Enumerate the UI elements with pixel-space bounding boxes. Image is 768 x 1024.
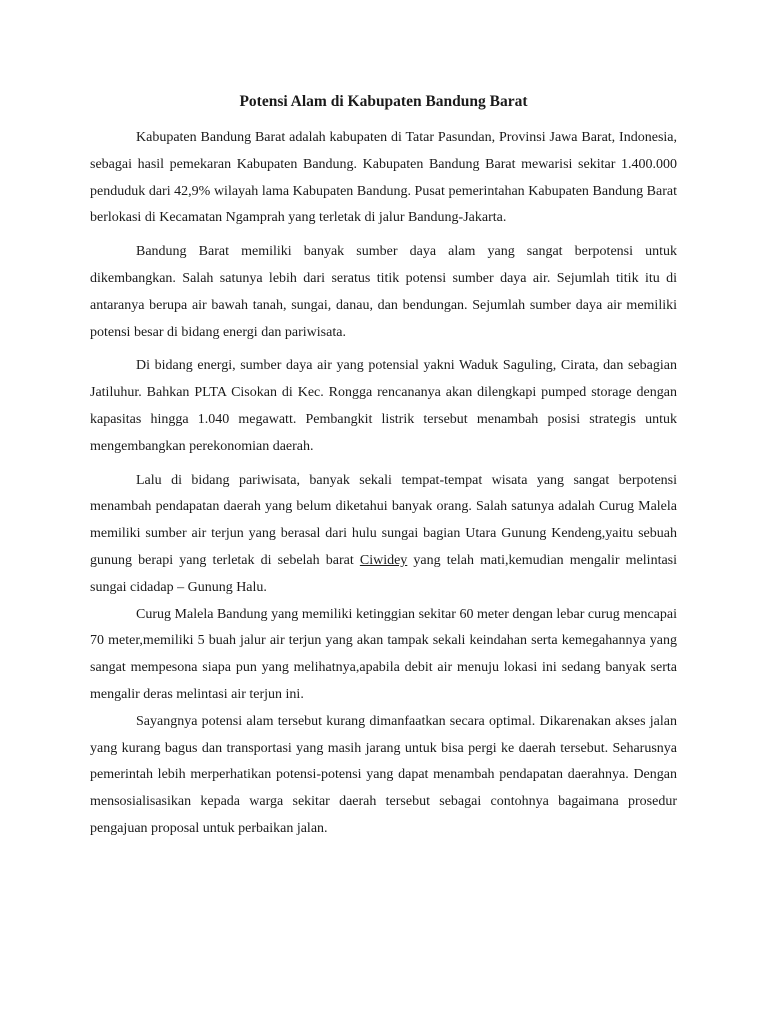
paragraph-natural-resources: Bandung Barat memiliki banyak sumber daya alam yang sangat berpotensi untuk dikembangkan. Salah satunya lebih dari seratus titik potensi sumber daya air. Sejumlah titik itu di antaranya berupa air bawah tanah, sungai, danau, dan bendungan. Sejumlah sumber daya air memiliki potensi besar di bidang energi dan pariwisata. xyxy=(90,244,677,340)
paragraph-tourism xyxy=(90,468,677,602)
paragraph-intro: Kabupaten Bandung Barat adalah kabupaten di Tatar Pasundan, Provinsi Jawa Barat, Indonesia, sebagai hasil pemekaran Kabupaten Bandung. Kabupaten Bandung Barat mewarisi sekitar 1.400.000 penduduk dari 42,9% wilayah lama Kabupaten Bandung. Pusat pemerintahan Kabupaten Bandung Barat berlokasi di Kecamatan Ngamprah yang terletak di jalur Bandung-Jakarta. xyxy=(90,130,677,226)
document-title: Potensi Alam di Kabupaten Bandung Barat xyxy=(239,93,528,110)
paragraph-energy: Di bidang energi, sumber daya air yang potensial yakni Waduk Saguling, Cirata, dan sebagian Jatiluhur. Bahkan PLTA Cisokan di Kec. Rongga rencananya akan dilengkapi pumped storage dengan kapasitas hingga 1.040 megawatt. Pembangkit listrik tersebut menambah posisi strategis untuk mengembangkan perekonomian daerah. xyxy=(90,358,677,454)
ciwidey-link[interactable]: Ciwidey xyxy=(359,552,408,568)
document-page xyxy=(90,91,677,843)
paragraph-curug-malela: Curug Malela Bandung yang memiliki ketinggian sekitar 60 meter dengan lebar curug mencapai 70 meter,memiliki 5 buah jalur air terjun yang akan tampak sekali keindahan serta kemegahannya yang sangat mempesona siapa pun yang melihatnya,apabila debit air menuju lokasi ini sedang banyak serta mengalir deras melintasi air terjun ini. xyxy=(90,606,677,702)
paragraph-conclusion: Sayangnya potensi alam tersebut kurang dimanfaatkan secara optimal. Dikarenakan akses jalan yang kurang bagus dan transportasi yang masih jarang untuk bisa pergi ke daerah tersebut. Seharusnya pemerintah lebih merperhatikan potensi-potensi yang dapat menambah pendapatan daerahnya. Dengan mensosialisasikan kepada warga sekitar daerah tersebut sebagai contohnya bagaimana prosedur pengajuan proposal untuk perbaikan jalan. xyxy=(90,713,677,836)
paragraph-tourism-text-before: Lalu di bidang pariwisata, banyak sekali tempat-tempat wisata yang sangat berpotensi menambah pendapatan daerah yang belum diketahui banyak orang. Salah satunya adalah Curug Malela memiliki sumber air terjun yang berasal dari hulu sungai bagian Utara Gunung Kendeng,yaitu sebuah gunung berapi yang terletak di sebelah barat xyxy=(90,472,677,568)
paragraph-tourism-text-after: yang telah mati,kemudian mengalir melintasi sungai cidadap – Gunung Halu. xyxy=(90,552,678,595)
